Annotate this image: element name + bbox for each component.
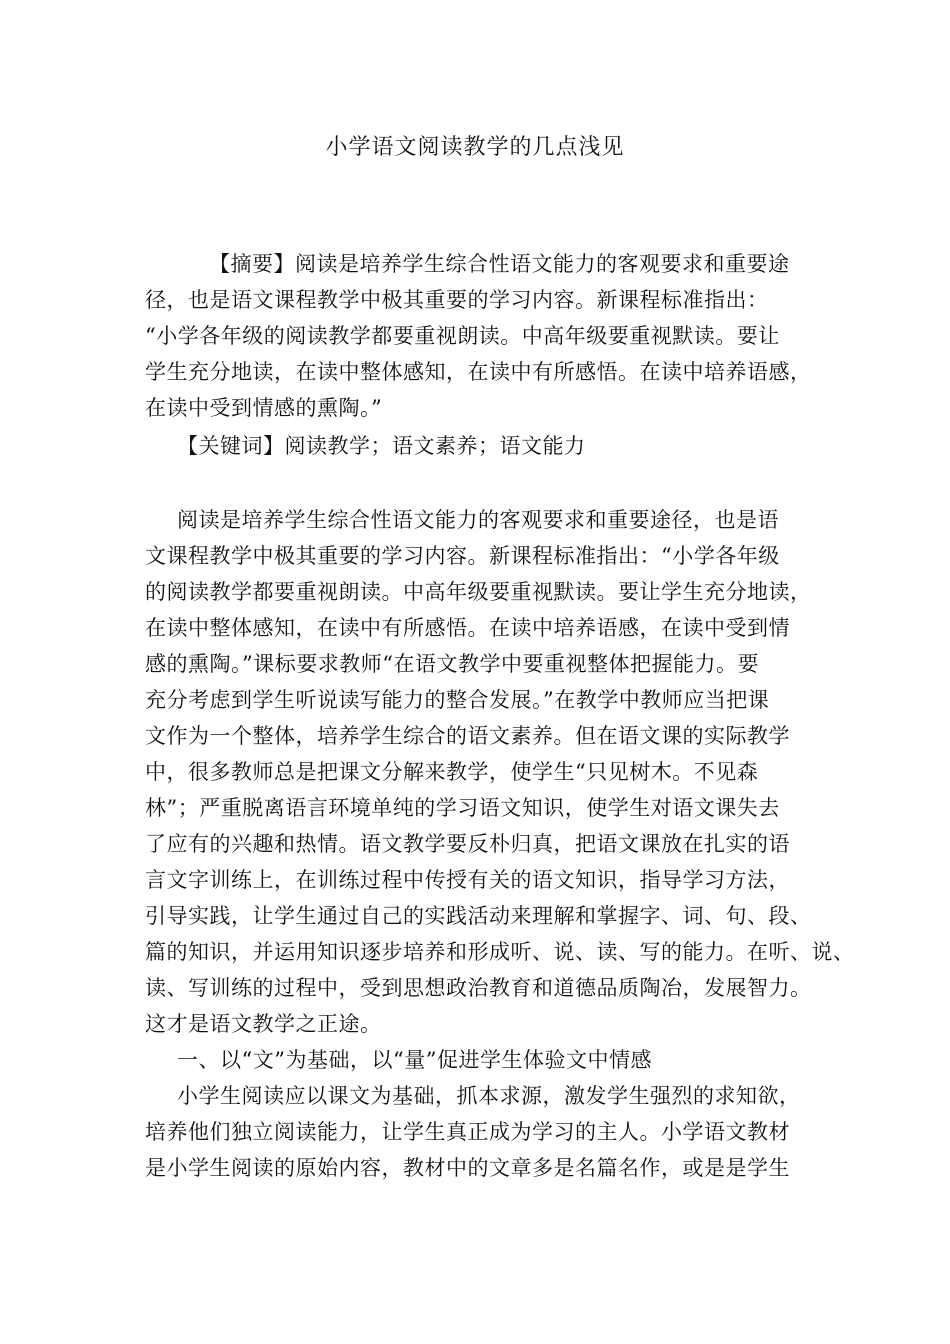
body-line: 了应有的兴趣和热情。语文教学要反朴归真，把语文课放在扎实的语	[145, 832, 790, 856]
body-line: 这才是语文教学之正途。	[145, 1012, 382, 1036]
keywords-line: 【关键词】阅读教学；语文素养；语文能力	[177, 434, 586, 458]
body-line: 引导实践，让学生通过自己的实践活动来理解和掌握字、词、句、段、	[145, 904, 812, 928]
body-line: 文课程教学中极其重要的学习内容。新课程标准指出：“小学各年级	[145, 544, 780, 568]
body-line: 在读中整体感知，在读中有所感悟。在读中培养语感，在读中受到情	[145, 616, 790, 640]
body-line: 读、写训练的过程中，受到思想政治教育和道德品质陶冶，发展智力。	[145, 976, 812, 1000]
abstract-line: 在读中受到情感的熏陶。”	[145, 396, 383, 420]
body-line: 文作为一个整体，培养学生综合的语文素养。但在语文课的实际教学	[145, 724, 790, 748]
body-line: 感的熏陶。”课标要求教师“在语文教学中要重视整体把握能力。要	[145, 652, 759, 676]
section-line: 小学生阅读应以课文为基础，抓本求源，激发学生强烈的求知欲，	[177, 1084, 801, 1108]
abstract-line: 学生充分地读，在读中整体感知，在读中有所感悟。在读中培养语感，	[145, 360, 812, 384]
abstract-line: “小学各年级的阅读教学都要重视朗读。中高年级要重视默读。要让	[145, 324, 780, 348]
section-heading: 一、以“文”为基础，以“量”促进学生体验文中情感	[177, 1048, 652, 1072]
body-line: 阅读是培养学生综合性语文能力的客观要求和重要途径，也是语	[177, 508, 779, 532]
body-line: 言文字训练上，在训练过程中传授有关的语文知识，指导学习方法，	[145, 868, 790, 892]
body-line: 的阅读教学都要重视朗读。中高年级要重视默读。要让学生充分地读，	[145, 580, 812, 604]
body-line: 林”；严重脱离语言环境单纯的学习语文知识，使学生对语文课失去	[145, 796, 780, 820]
section-line: 培养他们独立阅读能力，让学生真正成为学习的主人。小学语文教材	[145, 1120, 790, 1144]
body-line: 篇的知识，并运用知识逐步培养和形成听、说、读、写的能力。在听、说、	[145, 940, 855, 964]
section-line: 是小学生阅读的原始内容，教材中的文章多是名篇名作，或是是学生	[145, 1156, 790, 1180]
document-title: 小学语文阅读教学的几点浅见	[325, 135, 625, 160]
abstract-line: 【摘要】阅读是培养学生综合性语文能力的客观要求和重要途	[209, 252, 790, 276]
body-line: 中，很多教师总是把课文分解来教学，使学生“只见树木。不见森	[145, 760, 759, 784]
abstract-line: 径，也是语文课程教学中极其重要的学习内容。新课程标准指出：	[145, 288, 769, 312]
body-line: 充分考虑到学生听说读写能力的整合发展。”在教学中教师应当把课	[145, 688, 770, 712]
